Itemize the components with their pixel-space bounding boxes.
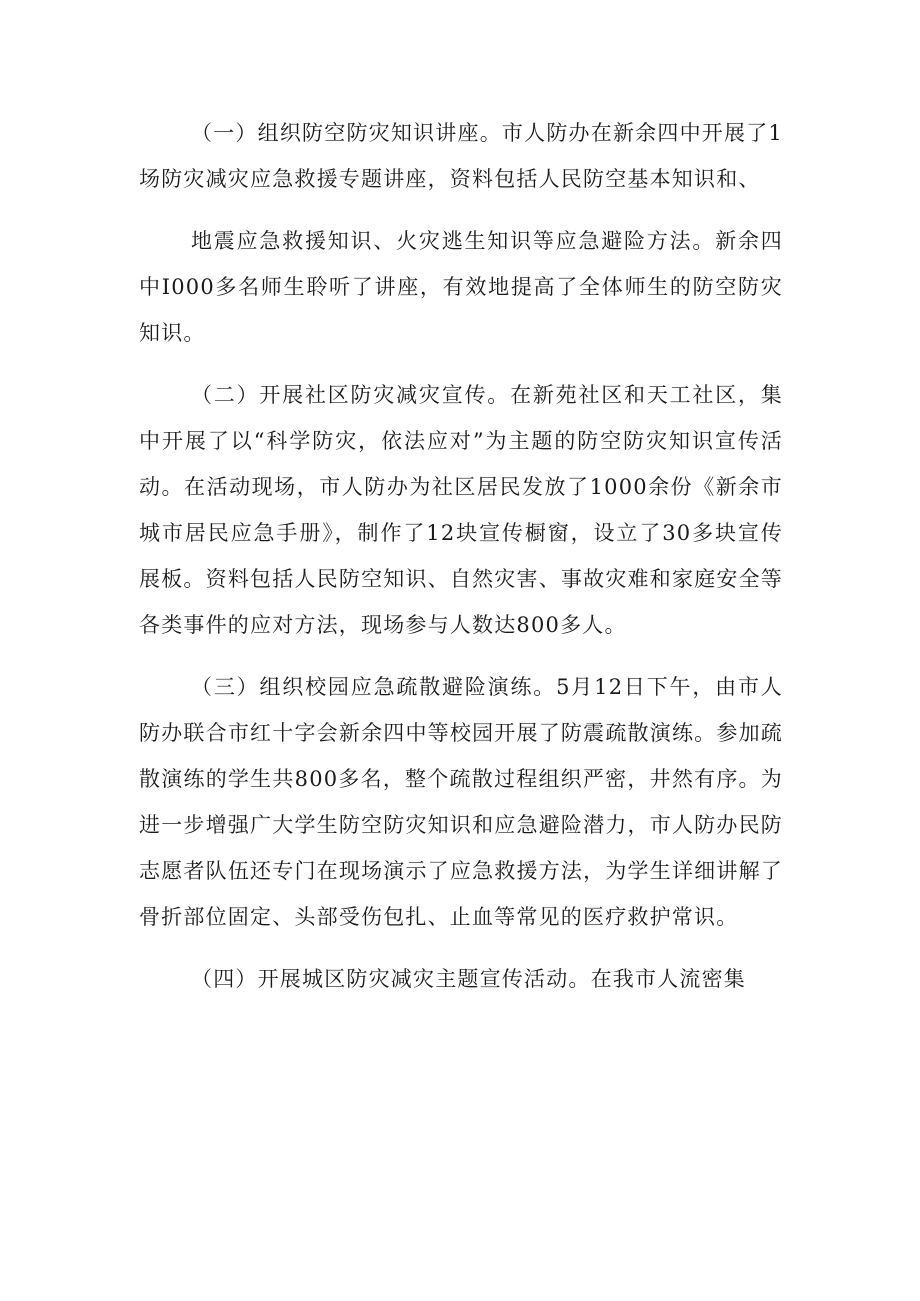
paragraph-1: （一）组织防空防灾知识讲座。市人防办在新余四中开展了1场防灾减灾应急救援专题讲座，资料包括人民防空基本知识和、 xyxy=(139,121,783,191)
document-body xyxy=(139,110,783,1002)
paragraph-5: （四）开展城区防灾减灾主题宣传活动。在我市人流密集 xyxy=(191,967,746,991)
paragraph-3: （二）开展社区防灾减灾宣传。在新苑社区和天工社区，集中开展了以“科学防灾，依法应对”为主题的防空防灾知识宣传活动。在活动现场，市人防办为社区居民发放了1000余份《新余市城市居民应急手册》，制作了12块宣传橱窗，设立了30多块宣传展板。资料包括人民防空知识、自然灾害、事故灾难和家庭安全等各类事件的应对方法，现场参与人数达800多人。 xyxy=(139,383,783,637)
paragraph-2: 地震应急救援知识、火灾逃生知识等应急避险方法。新余四中I000多名师生聆听了讲座，有效地提高了全体师生的防空防灾知识。 xyxy=(139,229,783,345)
paragraph-4: （三）组织校园应急疏散避险演练。5月12日下午，由市人防办联合市红十字会新余四中等校园开展了防震疏散演练。参加疏散演练的学生共800多名，整个疏散过程组织严密，井然有序。为进一步增强广大学生防空防灾知识和应急避险潜力，市人防办民防志愿者队伍还专门在现场演示了应急救援方法，为学生详细讲解了骨折部位固定、头部受伤包扎、止血等常见的医疗救护常识。 xyxy=(139,675,783,929)
